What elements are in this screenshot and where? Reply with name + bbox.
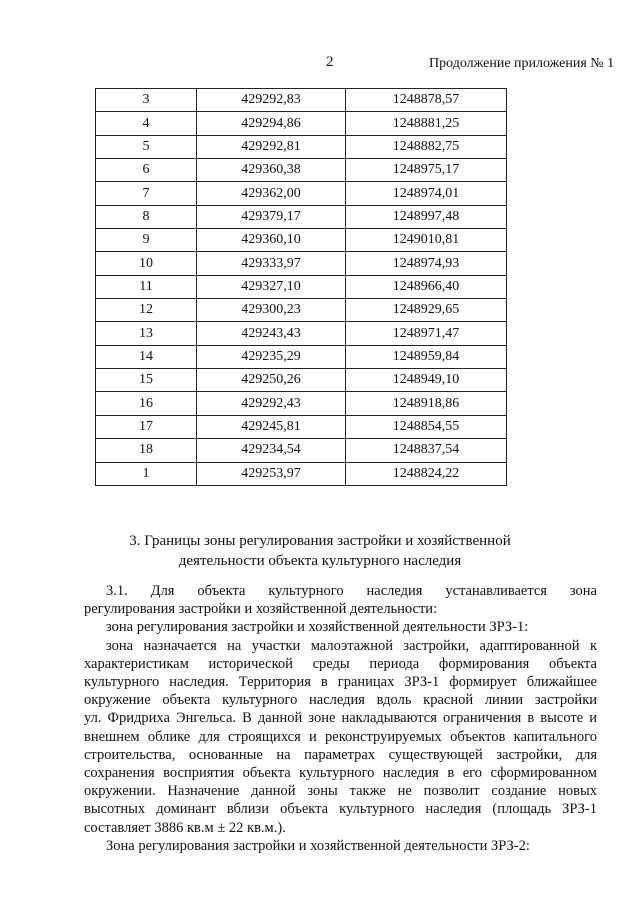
- x-coordinate-cell: 429292,83: [197, 89, 346, 112]
- y-coordinate-cell: 1248882,75: [346, 135, 507, 158]
- x-coordinate-cell: 429243,43: [197, 322, 346, 345]
- point-number-cell: 4: [96, 112, 197, 135]
- table-row: [96, 369, 507, 392]
- x-coordinate-cell: 429292,43: [197, 392, 346, 415]
- table-row: [96, 182, 507, 205]
- x-coordinate-cell: 429379,17: [197, 205, 346, 228]
- paragraph-line: 3.1. Для объекта культурного наследия устанавливается зона: [106, 583, 597, 599]
- paragraph-line: внешнем облике для строящихся и реконструируемых объектов капитального: [84, 728, 597, 745]
- section-title: [100, 531, 540, 571]
- point-number-cell: 8: [96, 205, 197, 228]
- appendix-note: Продолжение приложения № 1: [429, 56, 615, 71]
- point-number-cell: 12: [96, 299, 197, 322]
- x-coordinate-cell: 429245,81: [197, 415, 346, 438]
- paragraph-line: характеристикам исторической среды периода формирования объекта: [84, 655, 597, 672]
- y-coordinate-cell: 1248854,55: [346, 415, 507, 438]
- point-number-cell: 15: [96, 369, 197, 392]
- coordinates-table: [95, 88, 507, 486]
- point-number-cell: 11: [96, 275, 197, 298]
- table-row: [96, 205, 507, 228]
- point-number-cell: 10: [96, 252, 197, 275]
- y-coordinate-cell: 1249010,81: [346, 229, 507, 252]
- y-coordinate-cell: 1248975,17: [346, 159, 507, 182]
- x-coordinate-cell: 429292,81: [197, 135, 346, 158]
- paragraph-line: окружении. Назначение данной зоны также не позволит создание новых: [84, 783, 597, 800]
- table-row: [96, 462, 507, 485]
- paragraph-line: культурного наследия. Территория в границах ЗРЗ-1 формирует ближайшее: [84, 674, 597, 691]
- table-row: [96, 252, 507, 275]
- paragraph-line: сохранения восприятия объекта культурного наследия в его сформированном: [84, 765, 597, 782]
- y-coordinate-cell: 1248881,25: [346, 112, 507, 135]
- point-number-cell: 6: [96, 159, 197, 182]
- table-row: [96, 275, 507, 298]
- y-coordinate-cell: 1248966,40: [346, 275, 507, 298]
- table-row: [96, 345, 507, 368]
- table-row: [96, 159, 507, 182]
- y-coordinate-cell: 1248997,48: [346, 205, 507, 228]
- section-title-line: деятельности объекта культурного наследия: [178, 553, 462, 569]
- y-coordinate-cell: 1248918,86: [346, 392, 507, 415]
- point-number-cell: 16: [96, 392, 197, 415]
- point-number-cell: 14: [96, 345, 197, 368]
- y-coordinate-cell: 1248959,84: [346, 345, 507, 368]
- y-coordinate-cell: 1248971,47: [346, 322, 507, 345]
- table-row: [96, 415, 507, 438]
- point-number-cell: 9: [96, 229, 197, 252]
- point-number-cell: 1: [96, 462, 197, 485]
- point-number-cell: 18: [96, 439, 197, 462]
- paragraph-line: строительства, основанные на параметрах существующей застройки, для: [84, 746, 597, 763]
- x-coordinate-cell: 429235,29: [197, 345, 346, 368]
- paragraph-line: ул. Фридриха Энгельса. В данной зоне накладываются ограничения в высоте и: [84, 710, 597, 727]
- coordinates-table-body: [96, 89, 507, 486]
- x-coordinate-cell: 429253,97: [197, 462, 346, 485]
- paragraph-line: Зона регулирования застройки и хозяйственной деятельности ЗРЗ-2:: [106, 837, 530, 854]
- y-coordinate-cell: 1248837,54: [346, 439, 507, 462]
- table-row: [96, 322, 507, 345]
- point-number-cell: 13: [96, 322, 197, 345]
- point-number-cell: 17: [96, 415, 197, 438]
- table-row: [96, 112, 507, 135]
- table-row: [96, 439, 507, 462]
- y-coordinate-cell: 1248949,10: [346, 369, 507, 392]
- x-coordinate-cell: 429327,10: [197, 275, 346, 298]
- section-body: [84, 582, 597, 855]
- paragraph-line: зона регулирования застройки и хозяйственной деятельности ЗРЗ-1:: [106, 619, 529, 636]
- x-coordinate-cell: 429333,97: [197, 252, 346, 275]
- x-coordinate-cell: 429360,38: [197, 159, 346, 182]
- table-row: [96, 229, 507, 252]
- y-coordinate-cell: 1248929,65: [346, 299, 507, 322]
- paragraph-line: составляет 3886 кв.м ± 22 кв.м.).: [84, 819, 286, 836]
- x-coordinate-cell: 429360,10: [197, 229, 346, 252]
- point-number-cell: 7: [96, 182, 197, 205]
- table-row: [96, 135, 507, 158]
- paragraph-line: окружение объекта культурного наследия вдоль красной линии застройки: [84, 692, 597, 709]
- x-coordinate-cell: 429234,54: [197, 439, 346, 462]
- paragraph-line: высотных доминант вблизи объекта культурного наследия (площадь ЗРЗ-1: [84, 801, 597, 818]
- y-coordinate-cell: 1248824,22: [346, 462, 507, 485]
- table-row: [96, 299, 507, 322]
- section-title-line: 3. Границы зоны регулирования застройки и хозяйственной: [129, 533, 511, 549]
- point-number-cell: 3: [96, 89, 197, 112]
- paragraph-line: регулирования застройки и хозяйственной деятельности:: [84, 601, 438, 618]
- table-row: [96, 392, 507, 415]
- x-coordinate-cell: 429250,26: [197, 369, 346, 392]
- paragraph-line: зона назначается на участки малоэтажной застройки, адаптированной к: [106, 637, 597, 654]
- x-coordinate-cell: 429300,23: [197, 299, 346, 322]
- y-coordinate-cell: 1248974,93: [346, 252, 507, 275]
- x-coordinate-cell: 429294,86: [197, 112, 346, 135]
- table-row: [96, 89, 507, 112]
- y-coordinate-cell: 1248878,57: [346, 89, 507, 112]
- x-coordinate-cell: 429362,00: [197, 182, 346, 205]
- y-coordinate-cell: 1248974,01: [346, 182, 507, 205]
- point-number-cell: 5: [96, 135, 197, 158]
- page-number: 2: [326, 54, 334, 70]
